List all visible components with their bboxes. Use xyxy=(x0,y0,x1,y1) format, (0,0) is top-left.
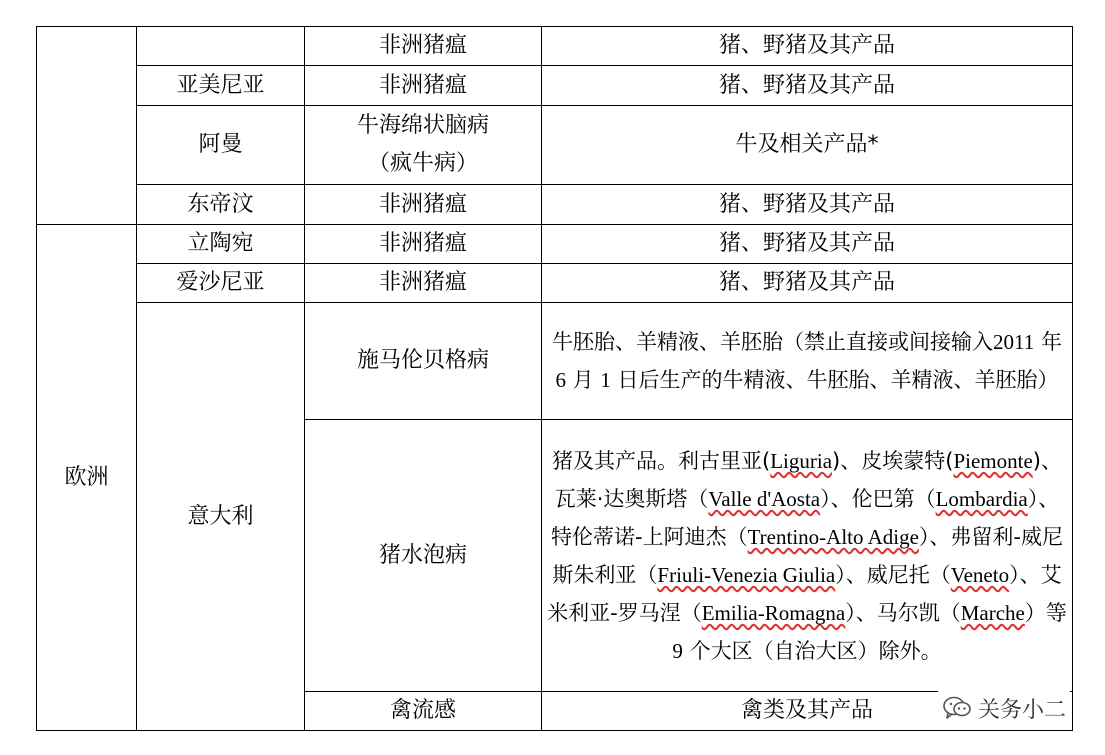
products-cell: 猪、野猪及其产品 xyxy=(542,264,1073,303)
disease-cell: 猪水泡病 xyxy=(305,420,542,692)
table-row xyxy=(37,303,1073,420)
country-cell: 意大利 xyxy=(137,303,305,731)
disease-line: 牛海绵状脑病 xyxy=(356,113,489,138)
text-run: 个大区（自治大区）除外。 xyxy=(682,638,942,663)
place-name: Valle d'Aosta xyxy=(708,486,821,511)
disease-cell: 施马伦贝格病 xyxy=(305,303,542,420)
region-cell: 欧洲 xyxy=(37,225,137,731)
text-run: 9 xyxy=(672,638,683,663)
place-name: Marche xyxy=(960,600,1025,625)
text-run: 1 xyxy=(600,368,611,392)
products-cell: 猪、野猪及其产品 xyxy=(542,27,1073,66)
text-run: 牛胚胎、羊精液、羊胚胎（禁止直接或间接输入 xyxy=(552,330,994,354)
products-cell xyxy=(542,303,1073,420)
text-run: ）、伦巴第（ xyxy=(820,486,936,511)
products-cell: 猪、野猪及其产品 xyxy=(542,185,1073,225)
text-run: ）、威尼托（ xyxy=(835,562,951,587)
text-run: )、皮埃蒙特( xyxy=(832,448,954,473)
place-name: Trentino-Alto Adige xyxy=(747,524,919,549)
watermark xyxy=(938,688,1070,728)
text-run: )、瓦莱·达奥斯塔（ xyxy=(554,448,1062,511)
disease-cell xyxy=(305,106,542,185)
place-name: Lombardia xyxy=(935,486,1028,511)
country-cell: 阿曼 xyxy=(137,106,305,185)
table-row xyxy=(37,185,1073,225)
text-run: ）、马尔凯（ xyxy=(845,600,961,625)
disease-cell: 非洲猪瘟 xyxy=(305,185,542,225)
region-cell xyxy=(37,27,137,225)
watermark-text: 关务小二 xyxy=(977,697,1066,723)
text-run: 6 xyxy=(555,368,566,392)
place-name: Piemonte xyxy=(953,448,1033,473)
text-run: 日后生产的牛精液、牛胚胎、羊精液、羊胚胎） xyxy=(610,368,1059,392)
text-run: ）等 xyxy=(1024,600,1067,625)
text-run: 猪及其产品。利古里亚( xyxy=(552,448,771,473)
text-run: ）、特伦蒂诺-上阿迪杰（ xyxy=(551,486,1060,549)
country-cell: 亚美尼亚 xyxy=(137,66,305,106)
country-cell: 爱沙尼亚 xyxy=(137,264,305,303)
disease-line: （疯牛病） xyxy=(367,151,478,176)
disease-cell: 非洲猪瘟 xyxy=(305,27,542,66)
text-run: 2011 xyxy=(993,330,1035,354)
text-run: 月 xyxy=(565,368,601,392)
products-cell: 猪、野猪及其产品 xyxy=(542,225,1073,264)
products-cell xyxy=(542,420,1073,692)
disease-cell: 非洲猪瘟 xyxy=(305,66,542,106)
country-cell xyxy=(137,27,305,66)
table-row xyxy=(37,27,1073,66)
text-run: ）、艾米利亚-罗马涅（ xyxy=(547,562,1062,625)
place-name: Veneto xyxy=(950,562,1010,587)
country-cell: 立陶宛 xyxy=(137,225,305,264)
table-row xyxy=(37,225,1073,264)
disease-cell: 禽流感 xyxy=(305,692,542,731)
disease-cell: 非洲猪瘟 xyxy=(305,225,542,264)
products-cell: 禽类及其产品 xyxy=(542,692,1073,731)
products-cell: 牛及相关产品* xyxy=(542,106,1073,185)
country-cell: 东帝汶 xyxy=(137,185,305,225)
disease-cell: 非洲猪瘟 xyxy=(305,264,542,303)
place-name: Friuli-Venezia Giulia xyxy=(657,562,836,587)
table-row xyxy=(37,66,1073,106)
text-run: ）、弗留利-威尼斯朱利亚（ xyxy=(552,524,1063,587)
place-name: Liguria xyxy=(770,448,833,473)
products-cell: 猪、野猪及其产品 xyxy=(542,66,1073,106)
table-row xyxy=(37,264,1073,303)
table-row xyxy=(37,106,1073,185)
text-run: 年 xyxy=(1034,330,1062,354)
quarantine-table xyxy=(36,26,1073,731)
wechat-official-account-icon xyxy=(942,695,972,721)
place-name: Emilia-Romagna xyxy=(701,600,846,625)
